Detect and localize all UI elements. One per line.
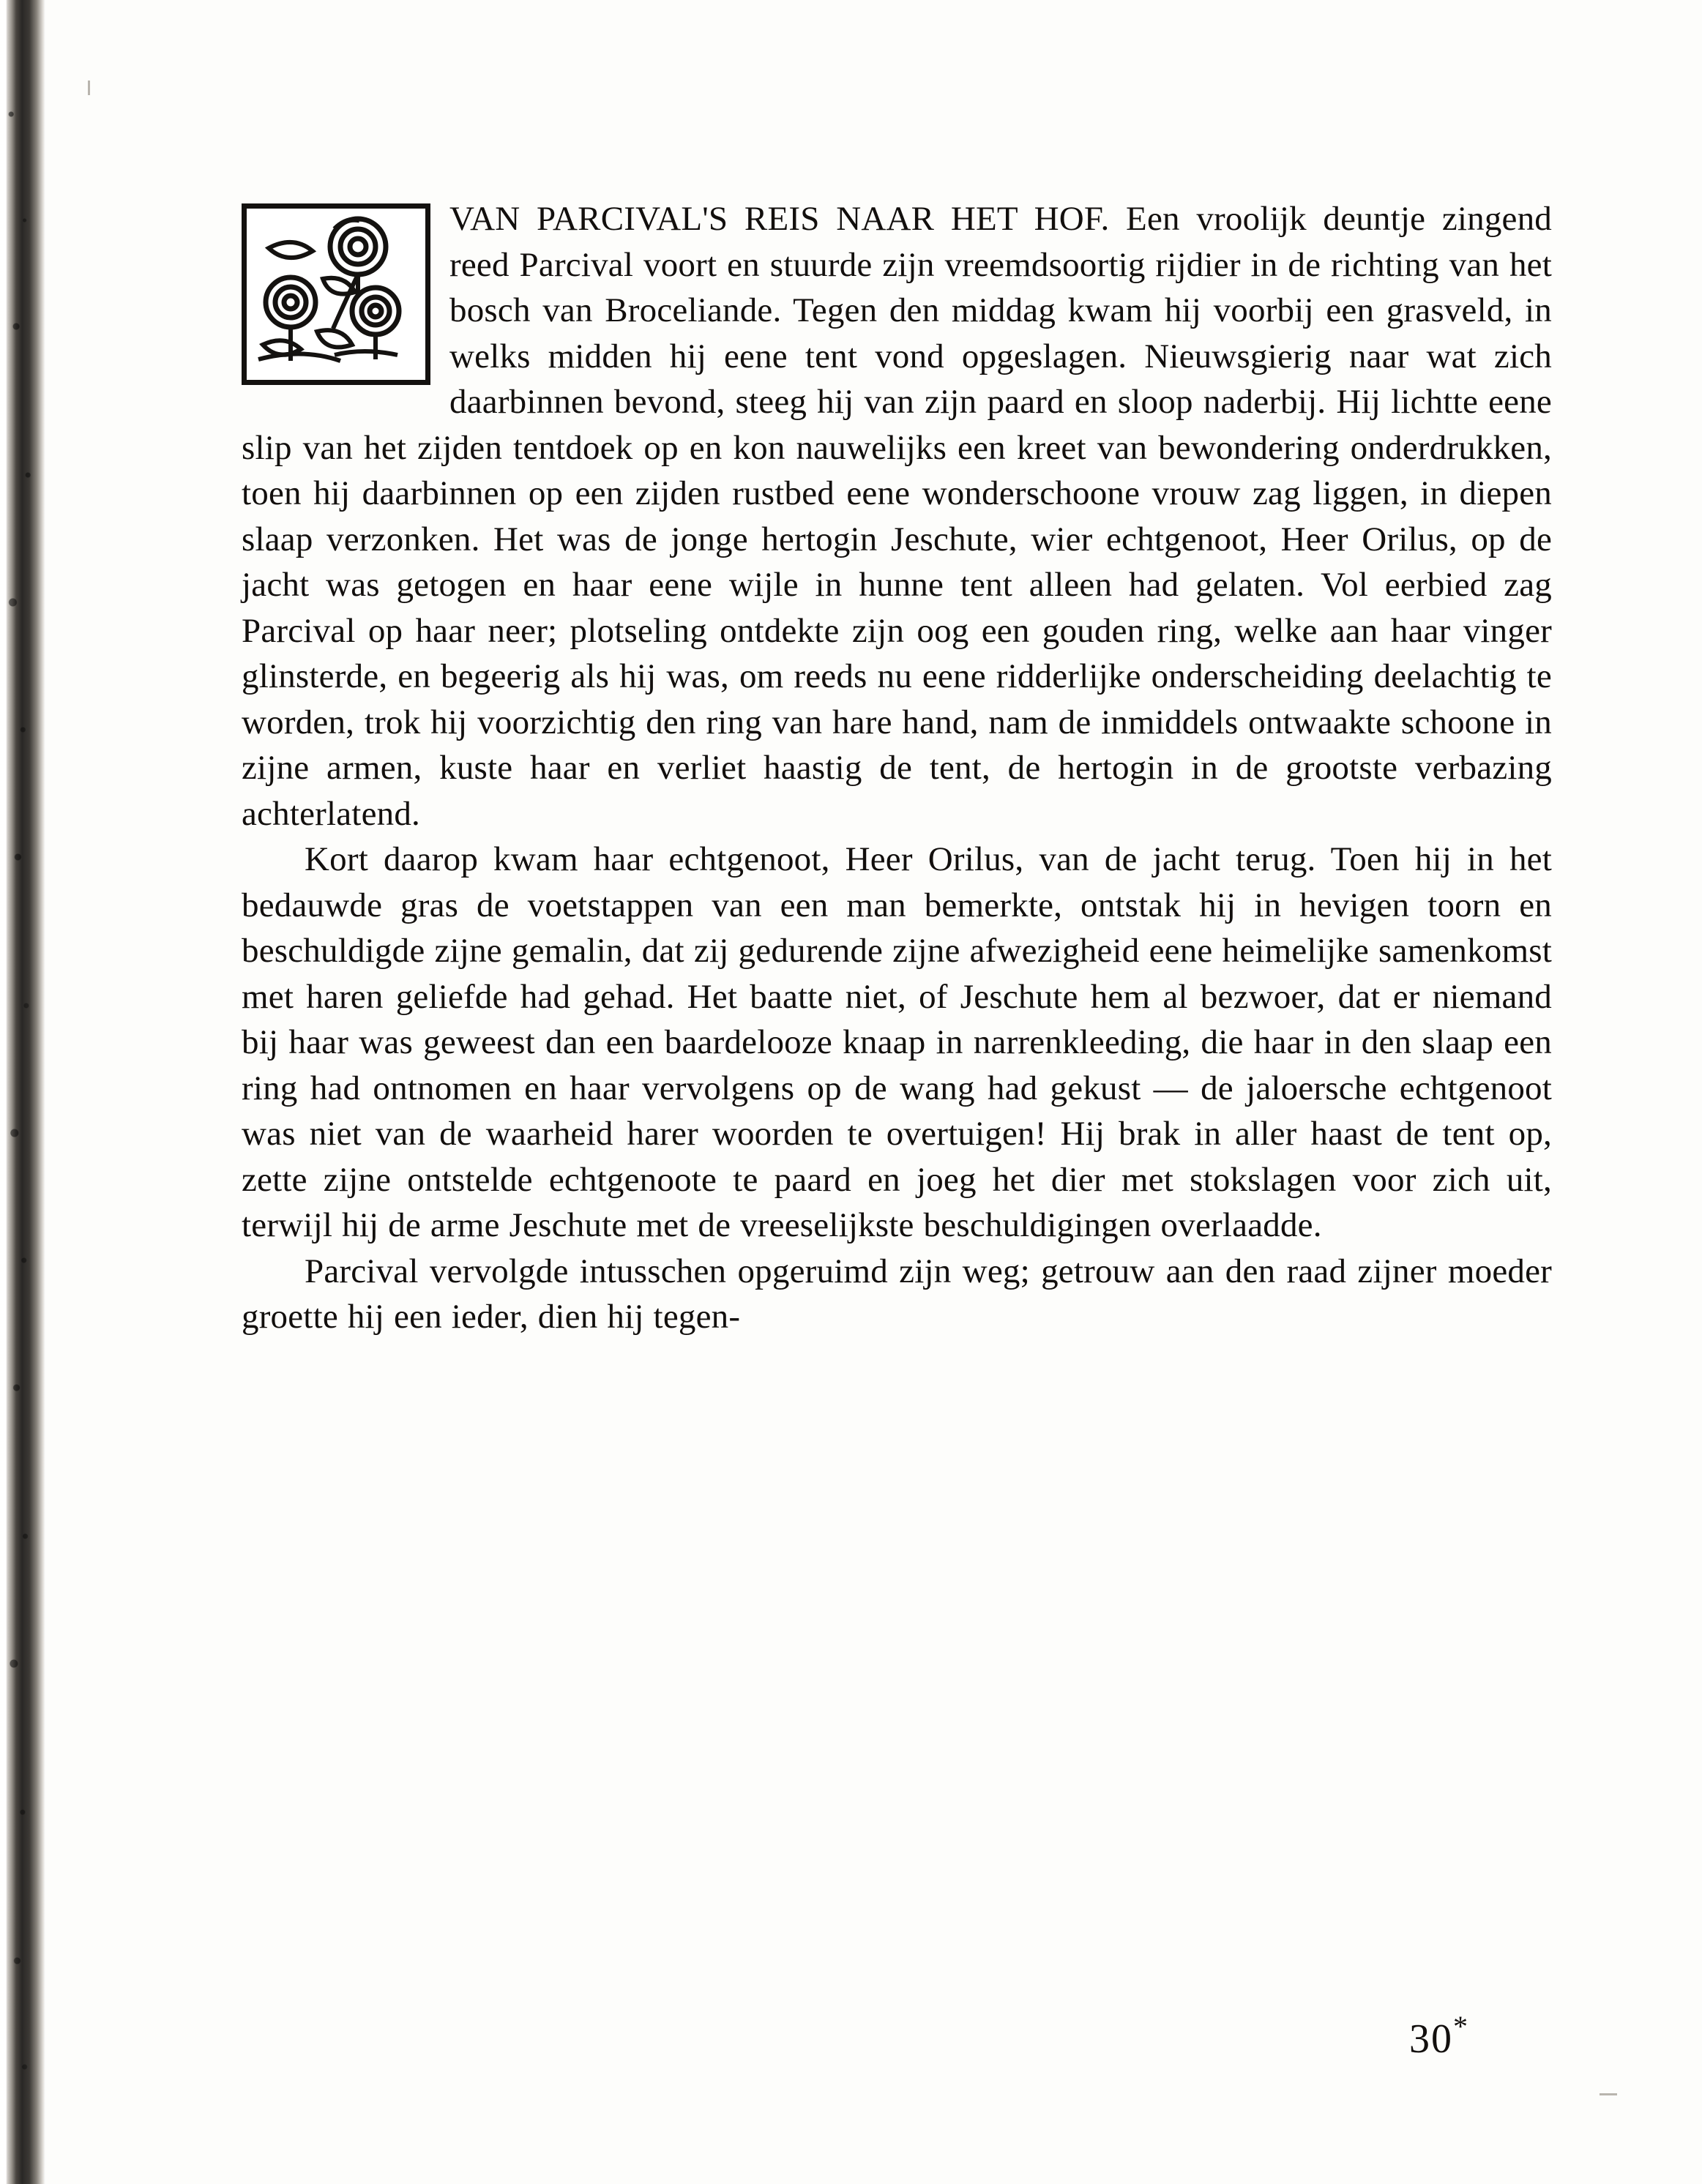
scan-edge-mark-bottom xyxy=(1600,2093,1617,2095)
gutter-speckle-texture xyxy=(4,29,38,2152)
page-number xyxy=(1409,2009,1469,2063)
page-number-value: 30 xyxy=(1409,2016,1453,2062)
page-number-asterisk: * xyxy=(1453,2010,1469,2043)
scan-edge-mark-top xyxy=(88,81,90,95)
paragraph-1: VAN PARCIVAL'S REIS NAAR HET HOF. Een vroolijk deuntje zingend reed Parcival voort en stuurde zijn vreemdsoortig rijdier in de richting van het bosch van Broceliande. Tegen den middag kwam hij voorbij een grasveld, in welks midden hij eene tent vond opgeslagen. Nieuwsgierig naar wat zich daarbinnen bevond, steeg hij van zijn paard en sloop naderbij. Hij lichtte eene slip van het zijden tentdoek op en kon nauwelijks een kreet van bewondering onderdrukken, toen hij daarbinnen op een zijden rustbed eene wonderschoone vrouw zag liggen, in diepen slaap verzonken. Het was de jonge hertogin Jeschute, wier echtgenoot, Heer Orilus, op de jacht was getogen en haar eene wijle in hunne tent alleen had gelaten. Vol eerbied zag Parcival op haar neer; plotseling ontdekte zijn oog een gouden ring, welke aan haar vinger glinsterde, en begeerig als hij was, om reeds nu eene ridderlijke onderscheiding deelachtig te worden, trok hij voorzichtig den ring van hare hand, nam de inmiddels ontwaakte schoone in zijne armen, kuste haar en verliet haastig de tent, de hertogin in de grootste verbazing achterlatend. xyxy=(242,200,1552,833)
paragraph-3: Parcival vervolgde intusschen opgeruimd zijn weg; getrouw aan den raad zijner moeder groette hij een ieder, dien hij tegen- xyxy=(242,1252,1552,1336)
floral-woodcut-initial-icon xyxy=(242,203,430,385)
text-column xyxy=(242,196,1552,1340)
paragraph-2: Kort daarop kwam haar echtgenoot, Heer Orilus, van de jacht terug. Toen hij in het bedauwde gras de voetstappen van een man bemerkte, ontstak hij in hevigen toorn en beschuldigde zijne gemalin, dat zij gedurende zijne afwezigheid eene heimelijke samenkomst met haren geliefde had gehad. Het baatte niet, of Jeschute hem al bezwoer, dat er niemand bij haar was geweest dan een baardelooze knaap in narrenkleeding, die haar in den slaap een ring had ontnomen en haar vervolgens op de wang had gekust — de jaloersche echtgenoot was niet van de waarheid harer woorden te overtuigen! Hij brak in aller haast de tent op, zette zijne ontstelde echtgenoote te paard en joeg het dier met stokslagen voor zich uit, terwijl hij de arme Jeschute met de vreeselijkste beschuldigingen overlaadde. xyxy=(242,840,1552,1244)
